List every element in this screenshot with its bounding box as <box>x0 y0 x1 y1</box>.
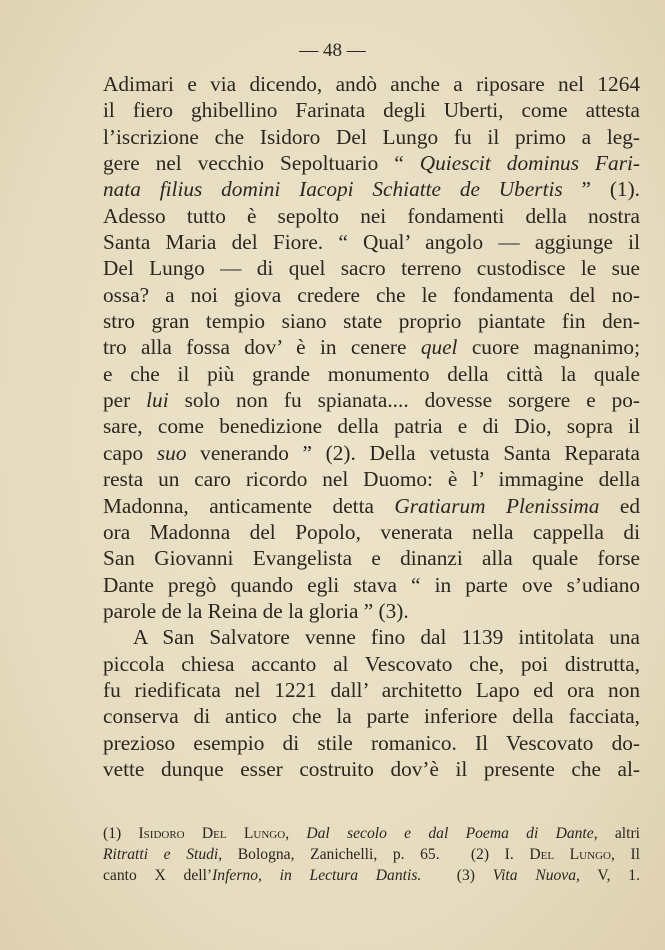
text-line <box>103 124 640 150</box>
text-line <box>103 387 640 413</box>
text-segment: solo non fu spianata.... dovesse sorgere e po- <box>168 388 640 413</box>
text-segment: (1) <box>103 825 139 842</box>
text-segment: , Il <box>610 846 641 863</box>
text-line <box>103 730 640 756</box>
author-name: Isidoro Del Lungo <box>138 825 286 842</box>
text-segment: fu riedificata nel 1221 dall’ architetto Lapo ed ora non <box>103 677 640 702</box>
text-segment: conserva di antico che la parte inferiore della facciata, <box>103 704 640 729</box>
text-line <box>103 413 640 439</box>
footnotes <box>103 823 640 886</box>
italic-text: lui <box>146 388 169 413</box>
text-line <box>103 71 640 97</box>
text-segment: Del Lungo — di quel sacro terreno custodisce le sue <box>103 256 640 281</box>
text-segment: canto X dell’ <box>103 867 213 884</box>
italic-text: Inferno, in Lectura Dantis. <box>212 867 422 884</box>
italic-text: Gratiarum Plenissima <box>394 493 600 518</box>
text-line <box>103 651 640 677</box>
text-line <box>103 150 640 176</box>
text-line <box>103 572 640 598</box>
text-line <box>103 756 640 782</box>
text-segment: ossa? a noi giova credere che le fondamenta del no- <box>103 282 640 307</box>
author-name: Del Lungo <box>529 846 611 863</box>
text-line <box>103 624 640 650</box>
text-segment: sare, come benedizione della patria e di Dio, sopra il <box>103 414 640 439</box>
text-segment: Dante pregò quando egli stava “ in parte ove s’udiano <box>103 572 640 597</box>
text-segment: ora Madonna del Popolo, venerata nella cappella di <box>103 519 640 544</box>
text-segment: ” (1). <box>562 177 640 202</box>
text-segment: l’iscrizione che Isidoro Del Lungo fu il primo a leg- <box>103 124 640 149</box>
text-segment: parole de la Reina de la gloria ” (3). <box>103 598 409 623</box>
text-line <box>103 176 640 202</box>
text-segment: Santa Maria del Fiore. “ Qual’ angolo — aggiunge il <box>103 230 640 255</box>
text-segment: V, 1. <box>579 867 640 884</box>
italic-text: Quiescit dominus Fari- <box>419 151 640 176</box>
text-line <box>103 282 640 308</box>
text-segment: ed <box>599 493 640 518</box>
text-line <box>103 598 640 624</box>
text-segment: Madonna, anticamente detta <box>103 493 395 518</box>
text-segment: e che il più grande monumento della città la quale <box>103 361 640 386</box>
italic-text: Ritratti e Studi <box>103 846 219 863</box>
text-line <box>103 361 640 387</box>
footnote-line <box>103 823 640 844</box>
text-segment: Adesso tutto è sepolto nei fondamenti della nostra <box>103 203 640 228</box>
italic-text: Vita Nuova, <box>492 867 580 884</box>
text-line <box>103 203 640 229</box>
text-segment: il fiero ghibellino Farinata degli Uberti, come attesta <box>103 98 640 123</box>
text-segment: cuore magnanimo; <box>457 335 640 360</box>
text-segment: Adimari e via dicendo, andò anche a riposare nel 1264 <box>103 72 640 96</box>
text-segment: , altri <box>593 825 640 842</box>
text-line <box>103 519 640 545</box>
italic-text: suo <box>156 440 187 465</box>
text-segment: San Giovanni Evangelista e dinanzi alla quale forse <box>103 546 640 571</box>
text-line <box>103 308 640 334</box>
text-segment: resta un caro ricordo nel Duomo: è l’ immagine della <box>103 467 640 492</box>
footnote-line <box>103 865 640 886</box>
text-line <box>103 97 640 123</box>
text-segment: A San Salvatore venne fino dal 1139 intitolata una <box>133 625 640 650</box>
text-segment: per <box>103 388 147 413</box>
italic-text: nata filius domini Iacopi Schiatte de Ubertis <box>103 177 563 202</box>
text-line <box>103 440 640 466</box>
text-segment: capo <box>103 440 157 465</box>
text-line <box>103 334 640 360</box>
text-segment: gere nel vecchio Sepoltuario “ <box>103 151 420 176</box>
text-line <box>103 703 640 729</box>
text-line <box>103 229 640 255</box>
page-number: — 48 — <box>299 40 366 61</box>
text-segment: prezioso esempio di stile romanico. Il Vescovato do- <box>103 730 640 755</box>
text-segment: , Bologna, Zanichelli, p. 65. (2) I. <box>218 846 530 863</box>
text-line <box>103 677 640 703</box>
text-segment: (3) <box>421 867 493 884</box>
footnote-line <box>103 844 640 865</box>
text-segment: piccola chiesa accanto al Vescovato che, poi distrutta, <box>103 651 640 676</box>
text-line <box>103 545 640 571</box>
text-segment: , <box>285 825 307 842</box>
text-segment: vette dunque esser costruito dov’è il presente che al- <box>103 756 640 781</box>
italic-text: Dal secolo e dal Poema di Dante <box>306 825 594 842</box>
text-line <box>103 466 640 492</box>
text-segment: stro gran tempio siano state proprio piantate fin den- <box>103 309 640 334</box>
body-text <box>103 71 640 782</box>
text-segment: tro alla fossa dov’ è in cenere <box>103 335 421 360</box>
italic-text: quel <box>420 335 458 360</box>
text-segment: venerando ” (2). Della vetusta Santa Reparata <box>186 440 640 465</box>
text-line <box>103 255 640 281</box>
text-line <box>103 493 640 519</box>
